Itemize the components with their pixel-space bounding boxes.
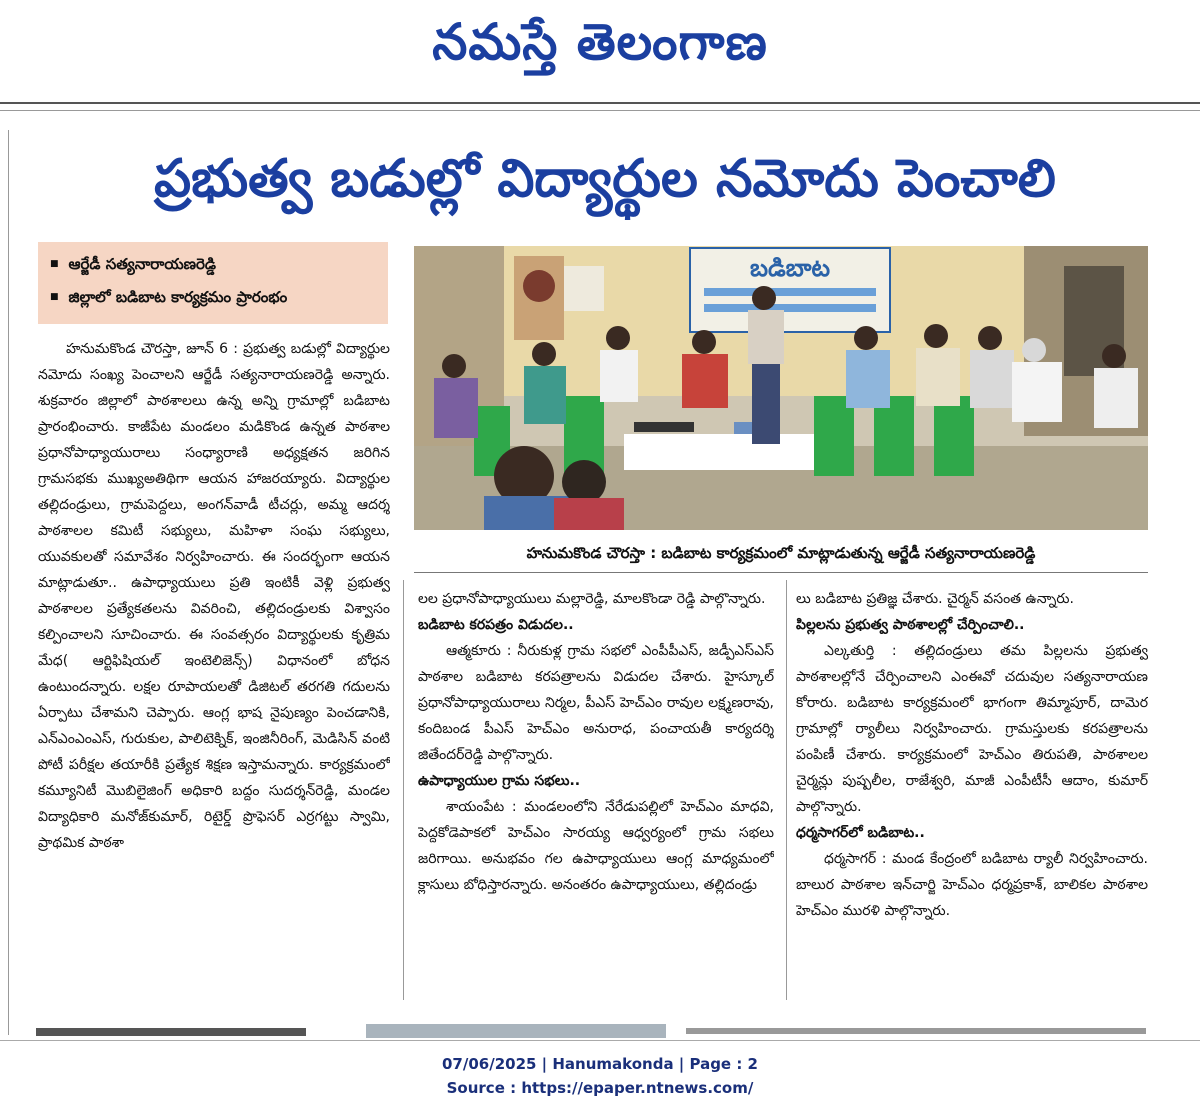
subheadline-item: ■ జిల్లాలో బడిబాట కార్యక్రమం ప్రారంభం	[50, 281, 376, 314]
article-column-3	[796, 586, 1148, 1000]
article-paragraph: ధర్మసాగర్ : మండ కేంద్రంలో బడిబాట ర్యాలీ నిర్వహించారు. బాలుర పాఠశాల ఇన్‌చార్జి హెచ్ఎం ధర్మప్రకాశ్, బాలికల పాఠశాల హెచ్ఎం మురళి పాల్గొన్నారు.	[796, 851, 1148, 919]
page-left-border	[8, 130, 9, 1035]
photo-banner-text: బడిబాట	[749, 254, 831, 282]
page-footer	[0, 1052, 1200, 1100]
article-column-1	[38, 336, 390, 1000]
section-subheading: ఉపాధ్యాయుల గ్రామ సభలు..	[418, 773, 581, 789]
article-paragraph: ఎల్కతుర్తి : తల్లిదండ్రులు తమ పిల్లలను ప్రభుత్వ పాఠశాలల్లోనే చేర్పించాలని ఎంఈవో చదువుల సత్యనారాయణ కోరారు. బడిబాట కార్యక్రమంలో భాగంగా తిమ్మాపూర్, దామెర గ్రామాల్లో ర్యాలీలు నిర్వహించారు. గ్రామస్తులకు కరపత్రాలను పంపిణీ చేశారు. కార్యక్రమంలో హెచ్ఎం తిరుపతి, పాఠశాలల చైర్మన్లు పుష్పలీల, రాజేశ్వరి, మాజీ ఎంపీటీసీ ఆదాం, కుమార్ పాల్గొన్నారు.	[796, 643, 1148, 815]
column-divider	[786, 580, 787, 1000]
caption-divider	[414, 572, 1148, 573]
section-subheading: ధర్మసాగర్‌లో బడిబాట..	[796, 825, 925, 841]
page-bottom-divider	[0, 1040, 1200, 1041]
footer-source-link[interactable]: Source : https://epaper.ntnews.com/	[446, 1079, 754, 1097]
section-subheading: బడిబాట కరపత్రం విడుదల..	[418, 617, 574, 633]
subheadline-box	[38, 242, 388, 324]
article-paragraph: లల ప్రధానోపాధ్యాయులు మల్లారెడ్డి, మాలకొండా రెడ్డి పాల్గొన్నారు.	[418, 591, 766, 607]
article-paragraph: లు బడిబాట ప్రతిజ్ఞ చేశారు. చైర్మన్ వసంత ఉన్నారు.	[796, 591, 1074, 607]
photo-illustration	[414, 246, 1148, 530]
cropped-next-article-strip	[36, 1024, 1148, 1038]
article-paragraph: శాయంపేట : మండలంలోని నేరేడుపల్లిలో హెచ్ఎం మాధవి, పెద్దకోడెపాకలో హెచ్ఎం సారయ్య ఆధ్వర్యంలో గ్రామ సభలు జరిగాయి. అనుభవం గల ఉపాధ్యాయులు ఆంగ్ల మాధ్యమంలో క్లాసులు బోధిస్తారన్నారు. అనంతరం ఉపాధ్యాయులు, తల్లిదండ్రు	[418, 799, 774, 893]
footer-edition-info: 07/06/2025 | Hanumakonda | Page : 2	[441, 1055, 758, 1073]
subheadline-item: ■ ఆర్జేడీ సత్యనారాయణరెడ్డి	[50, 248, 376, 281]
masthead-logo: నమస్తే తెలంగాణ	[432, 12, 768, 71]
article-paragraph: ఆత్మకూరు : నీరుకుళ్ల గ్రామ సభలో ఎంపీపీఎస్, జడ్పీఎస్ఎస్ పాఠశాల బడిబాట కరపత్రాలను విడుదల చేశారు. హైస్కూల్ ప్రధానోపాధ్యాయురాలు నిర్మల, పీఎస్ హెచ్ఎం రావుల లక్ష్మణరావు, కందిబండ పీఎస్ హెచ్ఎం అనురాధ, పంచాయతీ కార్యదర్శి జితేందర్‌రెడ్డి పాల్గొన్నారు.	[418, 643, 774, 763]
article-photo	[414, 246, 1148, 530]
article-paragraph: హనుమకొండ చౌరస్తా, జూన్ 6 : ప్రభుత్వ బడుల్లో విద్యార్థుల నమోదు సంఖ్య పెంచాలని ఆర్జేడీ సత్యనారాయణరెడ్డి అన్నారు. శుక్రవారం జిల్లాలో పాఠశాలలు ఉన్న అన్ని గ్రామాల్లో బడిబాట ప్రారంభించారు. కాజీపేట మండలం మడికొండ ఉన్నత పాఠశాల ప్రధానోపాధ్యాయురాలు సంధ్యారాణి అధ్యక్షతన జరిగిన గ్రామసభకు ముఖ్యఅతిథిగా ఆయన హాజరయ్యారు. విద్యార్థుల తల్లిదండ్రులు, గ్రామపెద్దలు, అంగన్‌వాడీ టీచర్లు, అమ్మ ఆదర్శ పాఠశాలల కమిటీ సభ్యులు, మహిళా సంఘ సభ్యులు, యువకులతో సమావేశం నిర్వహించారు. ఈ సందర్భంగా ఆయన మాట్లాడుతూ.. ఉపాధ్యాయులు ప్రతి ఇంటికీ వెళ్లి ప్రభుత్వ పాఠశాలల ప్రత్యేకతలను వివరించి, తల్లిదండ్రులకు విశ్వాసం కల్పించాలని సూచించారు. ఈ సంవత్సరం విద్యార్థులకు కృత్రిమ మేధ( ఆర్టిఫిషియల్ ఇంటెలిజెన్స్) విధానంలో బోధన ఉంటుందన్నారు. లక్షల రూపాయలతో డిజిటల్ తరగతి గదులను ఏర్పాటు చేశామని చెప్పారు. ఆంగ్ల భాష నైపుణ్యం పెంచడానికి, ఎన్‌ఎంఎంఎస్, గురుకుల, పాలిటెక్నిక్, ఇంజినీరింగ్, మెడిసిన్ వంటి పోటీ పరీక్షల తయారీకి ప్రత్యేక శిక్షణ ఇస్తామన్నారు. కార్యక్రమంలో కమ్యూనిటీ మొబిలైజింగ్ అధికారి బద్దం సుదర్శన్‌రెడ్డి, మండల విద్యాధికారి మనోజ్‌కుమార్, రిటైర్డ్ ప్రొఫెసర్ ఎర్రగట్టు స్వామి, ప్రాథమిక పాఠశా	[38, 341, 390, 851]
article-headline: ప్రభుత్వ బడుల్లో విద్యార్థుల నమోదు పెంచాలి	[154, 149, 1056, 209]
article-column-2	[418, 586, 774, 1000]
masthead-divider-thin	[0, 110, 1200, 111]
section-subheading: పిల్లలను ప్రభుత్వ పాఠశాలల్లో చేర్పించాలి..	[796, 617, 1025, 633]
column-divider	[403, 580, 404, 1000]
masthead-divider	[0, 102, 1200, 104]
masthead	[0, 0, 1200, 84]
photo-caption: హనుమకొండ చౌరస్తా : బడిబాట కార్యక్రమంలో మాట్లాడుతున్న ఆర్జేడీ సత్యనారాయణరెడ్డి	[526, 544, 1036, 562]
